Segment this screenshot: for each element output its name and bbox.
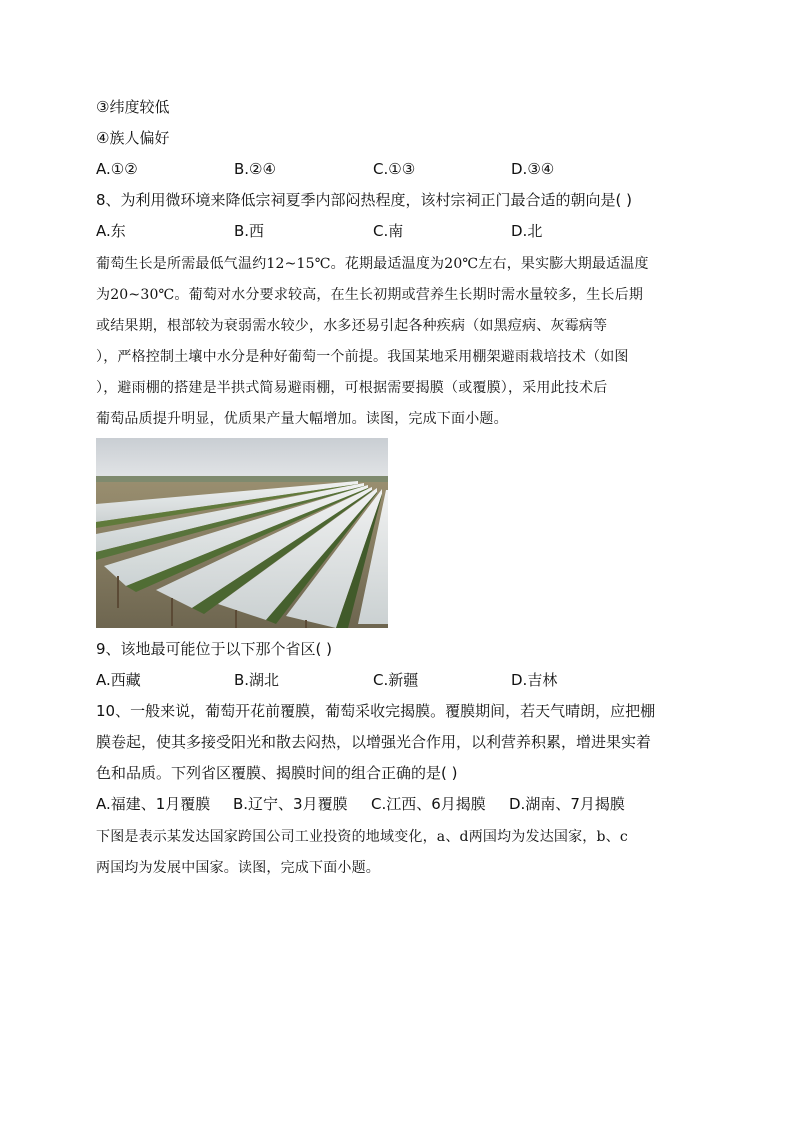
grape-passage-line: 或结果期，根部较为衰弱需水较少，水多还易引起各种疾病（如黑痘病、灰霉病等 — [96, 318, 608, 334]
q7-option-b: B.②④ — [234, 160, 276, 178]
q10-question-line: 色和品质。下列省区覆膜、揭膜时间的组合正确的是( ) — [96, 764, 458, 782]
q8-question: 8、为利用微环境来降低宗祠夏季内部闷热程度，该村宗祠正门最合适的朝向是( ) — [96, 191, 633, 209]
q8-option-d: D.北 — [511, 222, 543, 240]
grape-passage-line: 葡萄品质提升明显，优质果产量大幅增加。读图，完成下面小题。 — [96, 411, 508, 427]
q10-option-a: A.福建、1月覆膜 — [96, 795, 211, 813]
q10-question-line: 膜卷起，使其多接受阳光和散去闷热，以增强光合作用，以利营养积累，增进果实着 — [96, 733, 652, 751]
q7-option-c: C.①③ — [373, 160, 416, 178]
q7-option-d: D.③④ — [511, 160, 555, 178]
investment-passage-line: 下图是表示某发达国家跨国公司工业投资的地域变化，a、d两国均为发达国家，b、c — [96, 829, 628, 845]
q7-choice-3: ③纬度较低 — [96, 98, 170, 116]
q9-question: 9、该地最可能位于以下那个省区( ) — [96, 640, 333, 658]
rain-shelter-greenhouse-photo — [96, 438, 388, 628]
q10-question-line: 10、一般来说，葡萄开花前覆膜，葡萄采收完揭膜。覆膜期间，若天气晴朗，应把棚 — [96, 702, 656, 720]
investment-passage-line: 两国均为发展中国家。读图，完成下面小题。 — [96, 860, 380, 876]
q10-option-b: B.辽宁、3月覆膜 — [233, 795, 348, 813]
grape-passage-line: 葡萄生长是所需最低气温约12~15℃。花期最适温度为20℃左右，果实膨大期最适温度 — [96, 256, 649, 272]
q10-option-c: C.江西、6月揭膜 — [371, 795, 486, 813]
q9-option-d: D.吉林 — [511, 671, 558, 689]
grape-passage-line: 为20~30℃。葡萄对水分要求较高，在生长初期或营养生长期时需水量较多，生长后期 — [96, 287, 644, 303]
grape-passage-line: ），避雨棚的搭建是半拱式简易避雨棚，可根据需要揭膜（或覆膜），采用此技术后 — [96, 380, 608, 396]
q10-option-d: D.湖南、7月揭膜 — [509, 795, 625, 813]
q9-option-a: A.西藏 — [96, 671, 141, 689]
q8-option-a: A.东 — [96, 222, 126, 240]
q9-option-c: C.新疆 — [373, 671, 419, 689]
q8-option-b: B.西 — [234, 222, 265, 240]
q8-option-c: C.南 — [373, 222, 404, 240]
grape-passage-line: ），严格控制土壤中水分是种好葡萄一个前提。我国某地采用棚架避雨栽培技术（如图 — [96, 349, 629, 365]
q9-option-b: B.湖北 — [234, 671, 280, 689]
q7-choice-4: ④族人偏好 — [96, 129, 170, 147]
q7-option-a: A.①② — [96, 160, 138, 178]
